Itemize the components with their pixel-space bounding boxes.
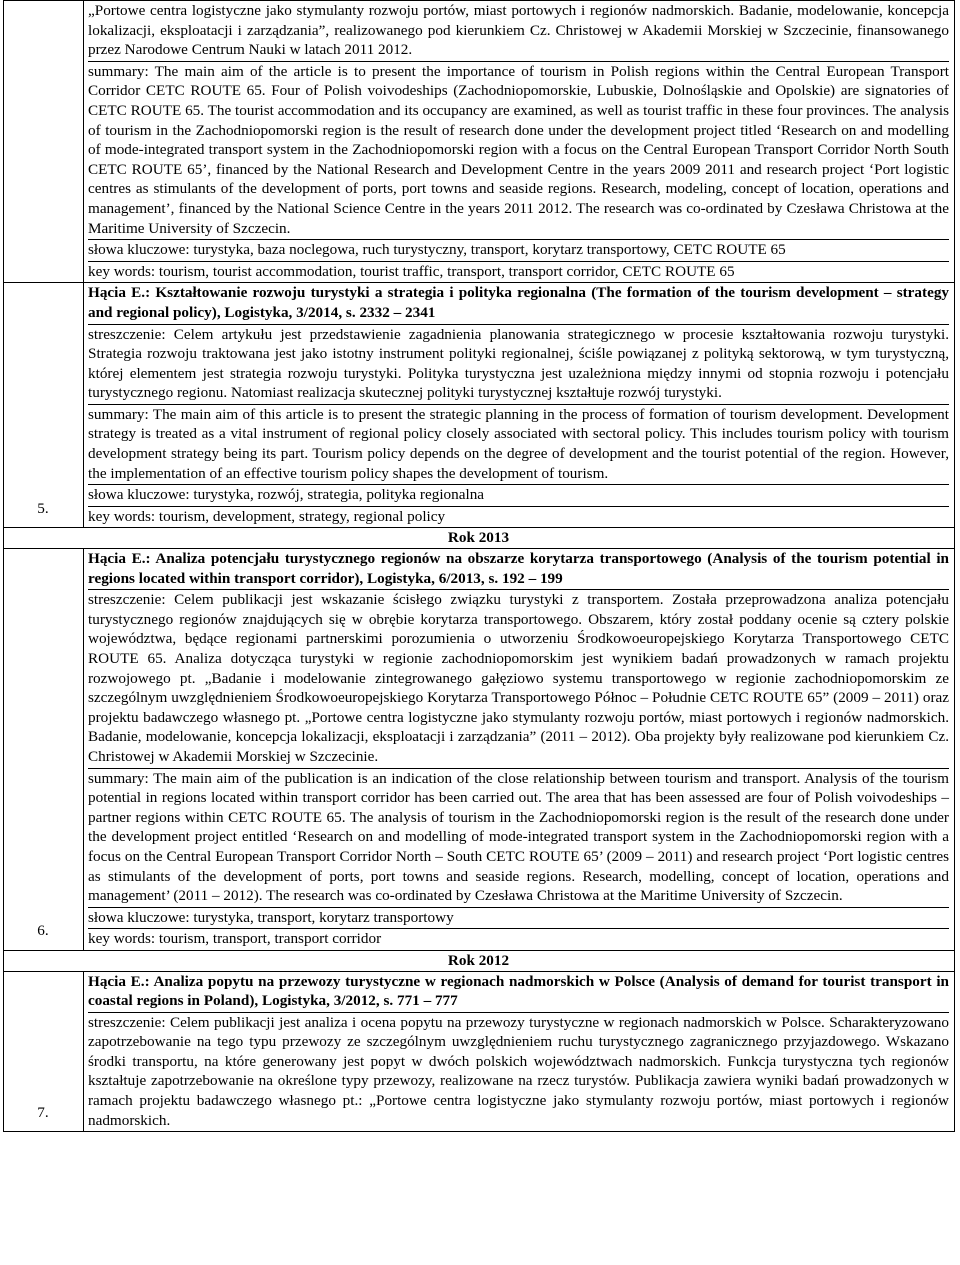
summary-en: summary: The main aim of the publication is an indication of the close relationship between tourism and transport. Analysis of the tourism potential in regions located within transport corridor has been carried out. The area that has been assessed are four of Polish voivodeships – partner regions within CETC ROUTE 65. The analysis of tourism in the Zachodniopomorski region is the result of the research done under the development project entitled ‘Research on and modelling of mode-integrated transport system in the Zachodniopomorski region with a focus on the Central European Transport Corridor North – South CETC ROUTE 65’ (2009 – 2011) and research project ‘Port logistic centres as stimulants of the development of ports, port towns and seaside regions. Research, modelling, concept of location, operations and management’ (2011 – 2012). The research was co-ordinated by Czesława Christowa at the Maritime University of Szczecin.	[88, 769, 949, 908]
summary-pl: streszczenie: Celem publikacji jest analiza i ocena popytu na przewozy turystyczne w regionach nadmorskich w Polsce. Scharakteryzowano zapotrzebowanie na tego typu przewozy ze szczególnym uwzględnieniem ruchu turystycznego zagranicznego przyjazdowego. Wskazano środki transportu, na które generowany jest popyt w dwóch polskich województwach nadmorskich. Funkcja turystyczna tych regionów kształtuje zapotrzebowanie na określone typy przewozy, realizowane na rzecz turystów. Publikacja zawiera wyniki badań prowadzonych w ramach projektu badawczego własnego pt.: „Portowe centra logistyczne jako stymulanty rozwoju portów, miast portowych i regionów nadmorskich.	[88, 1013, 949, 1129]
keywords-en: key words: tourism, transport, transport corridor	[88, 930, 382, 948]
title-text: : Analiza popytu na przewozy turystyczne w regionach nadmorskich w Polsce (Analysis of demand for tourist transport in coastal regions in Poland), Logistyka, 3/2012, s. 771 – 777	[88, 972, 949, 1010]
row-content	[84, 549, 955, 951]
keywords-en: key words: tourism, tourist accommodation, tourist traffic, transport, transport corridor, CETC ROUTE 65	[88, 262, 735, 280]
year-row	[4, 528, 955, 549]
row-content	[84, 283, 955, 528]
publication-title	[88, 972, 949, 1013]
keywords-pl: słowa kluczowe: turystyka, baza noclegowa, ruch turystyczny, transport, korytarz transportowy, CETC ROUTE 65	[88, 240, 949, 262]
row-number: 7.	[4, 971, 84, 1132]
year-row	[4, 950, 955, 971]
author: Hącia E.	[88, 284, 146, 302]
year-heading: Rok 2012	[4, 950, 955, 971]
publication-title	[88, 549, 949, 590]
keywords-en: key words: tourism, development, strategy, regional policy	[88, 507, 446, 525]
table-row	[4, 971, 955, 1132]
title-text: : Analiza potencjału turystycznego regionów na obszarze korytarza transportowego (Analysis of the tourism potential in regions located within transport corridor), Logistyka, 6/2013, s. 192 – 199	[88, 550, 950, 587]
year-heading: Rok 2013	[4, 528, 955, 549]
row-content	[84, 1, 955, 283]
table-row	[4, 1, 955, 283]
summary-pl: streszczenie: Celem publikacji jest wskazanie ścisłego związku turystyki z transportem. Została przeprowadzona analiza potencjału turystycznego regionów znajdujących się w obrębie korytarza transportowego. Obszarem, który został poddany ocenie są cztery polskie województwa, będące regionami partnerskimi porozumienia o utworzeniu Środkowoeuropejskiego Korytarza Transportowego CETC ROUTE 65. Analiza dotycząca turystyki w regionie zachodniopomorskim jest wynikiem badań prowadzonych w ramach projektu rozwojowego pt. „Badanie i modelowanie zintegrowanego gałęziowo systemu transportowego w regionie zachodniopomorskim ze szczególnym uwzględnieniem Środkowoeuropejskiego Korytarza Transportowego Północ – Południe CETC ROUTE 65” (2009 – 2011) oraz projektu badawczego własnego pt. „Portowe centra logistyczne jako stymulanty rozwoju portów, miast portowych i regionów nadmorskich. Badanie, modelowanie, koncepcja lokalizacji, eksploatacji i zarządzania” (2011 – 2012). Oba projekty były realizowane pod kierunkiem Cz. Christowej w Akademii Morskiej w Szczecinie.	[88, 590, 949, 768]
summary-en: summary: The main aim of this article is to present the strategic planning in the process of formation of tourism development. Development strategy is treated as a vital instrument of regional policy closely associated with sectoral policy. This includes tourism policy with tourism development strategy being its part. Tourism policy depends on the degree of development and the tourist potential of the region. However, the implementation of an effective tourism policy shapes the development of tourism.	[88, 405, 949, 485]
summary-en: summary: The main aim of the article is to present the importance of tourism in Polish regions within the Central European Transport Corridor CETC ROUTE 65. Four of Polish voivodeships (Zachodniopomorskie, Lubuskie, Dolnośląskie and Opolskie) are signatories of CETC ROUTE 65. The tourist accommodation and its occupancy are examined, as well as tourist traffic in these four provinces. The analysis of tourism in the Zachodniopomorski region is the result of research done under the development project titled ‘Research on and modelling of mode-integrated transport system in the Zachodniopomorski region with a focus on the Central European Transport Corridor North South CETC ROUTE 65’, financed by the National Research and Development Centre in the years 2009 2011 and research project ‘Port logistic centres as stimulants of the development of ports, port towns and seaside regions. Research, modeling, concept of location, operations and management’, financed by the National Science Centre in the years 2011 2012. The research was co-ordinated by Czesława Christowa at the Maritime University of Szczecin.	[88, 62, 949, 240]
table-row	[4, 549, 955, 951]
keywords-pl: słowa kluczowe: turystyka, transport, korytarz transportowy	[88, 908, 949, 930]
row-number: 6.	[4, 549, 84, 951]
summary-pl: streszczenie: Celem artykułu jest przedstawienie zagadnienia planowania strategicznego w procesie kształtowania rozwoju turystyki. Strategia rozwoju traktowana jest jako istotny instrument polityki regionalnej, ściśle powiązanej z polityką sektorową, w tym turystyczną, której elementem jest strategia rozwoju turystyki. Polityka turystyczna jest uzależniona między innymi od stopnia rozwoju i potencjału turystycznego regionu. Natomiast realizacja skutecznej polityki turystycznej kształtuje rozwój turystyki.	[88, 325, 949, 405]
title-text: : Kształtowanie rozwoju turystyki a strategia i polityka regionalna (The formation of the tourism development – strategy and regional policy), Logistyka, 3/2014, s. 2332 – 2341	[88, 284, 950, 321]
row-number	[4, 1, 84, 283]
table-row	[4, 283, 955, 528]
author: Hącia E.	[88, 550, 146, 568]
publications-table	[3, 0, 955, 1132]
publication-title	[88, 283, 949, 324]
summary-pl-continued: „Portowe centra logistyczne jako stymulanty rozwoju portów, miast portowych i regionów nadmorskich. Badanie, modelowanie, koncepcja lokalizacji, eksploatacji i zarządzania”, realizowanego pod kierunkiem Cz. Christowej w Akademii Morskiej w Szczecinie, finansowanego przez Narodowe Centrum Nauki w latach 2011 2012.	[88, 1, 949, 62]
author: Hącia E.	[88, 972, 145, 990]
row-content	[84, 971, 955, 1132]
keywords-pl: słowa kluczowe: turystyka, rozwój, strategia, polityka regionalna	[88, 485, 949, 507]
row-number: 5.	[4, 283, 84, 528]
